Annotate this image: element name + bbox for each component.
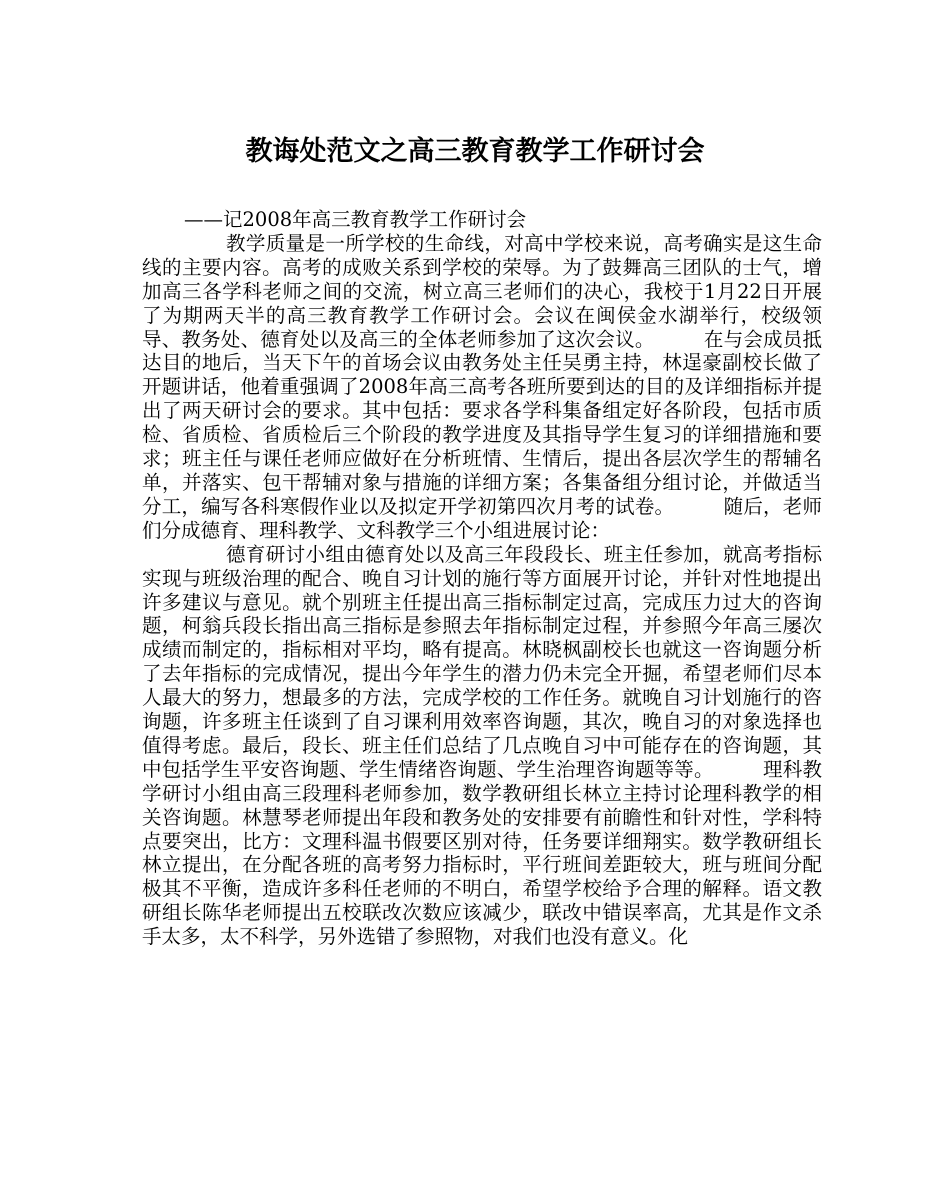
- paragraph: 教学质量是一所学校的生命线，对高中学校来说，高考确实是这生命线的主要内容。高考的成败关系到学校的荣辱。为了鼓舞高三团队的士气，增加高三各学科老师之间的交流，树立高三老师们的决心，我校于1月22日开展了为期两天半的高三教育教学工作研讨会。会议在闽侯金水湖举行，校级领导、教务处、德育处以及高三的全体老师参加了这次会议。 在与会成员抵达目的地后，当天下午的首场会议由教务处主任吴勇主持，林逞豪副校长做了开题讲话，他着重强调了2008年高三高考各班所要到达的目的及详细指标并提出了两天研讨会的要求。其中包括：要求各学科集备组定好各阶段，包括市质检、省质检、省质检后三个阶段的教学进度及其指导学生复习的详细措施和要求；班主任与课任老师应做好在分析班情、生情后，提出各层次学生的帮辅名单，并落实、包干帮辅对象与措施的详细方案；各集备组分组讨论，并做适当分工，编写各科寒假作业以及拟定开学初第四次月考的试卷。 随后，老师们分成德育、理科教学、文科教学三个小组进展讨论：: [142, 231, 822, 542]
- paragraph: 德育研讨小组由德育处以及高三年段段长、班主任参加，就高考指标实现与班级治理的配合、晚自习计划的施行等方面展开讨论，并针对性地提出许多建议与意见。就个别班主任提出高三指标制定过高，完成压力过大的咨询题，柯翁兵段长指出高三指标是参照去年指标制定过程，并参照今年高三屡次成绩而制定的，指标相对平均，略有提高。林晓枫副校长也就这一咨询题分析了去年指标的完成情况，提出今年学生的潜力仍未完全开掘，希望老师们尽本人最大的努力，想最多的方法，完成学校的工作任务。就晚自习计划施行的咨询题，许多班主任谈到了自习课利用效率咨询题，其次，晚自习的对象选择也值得考虑。最后，段长、班主任们总结了几点晚自习中可能存在的咨询题，其中包括学生平安咨询题、学生情绪咨询题、学生治理咨询题等等。 理科教学研讨小组由高三段理科老师参加，数学教研组长林立主持讨论理科教学的相关咨询题。林慧琴老师提出年段和教务处的安排要有前瞻性和针对性，学科特点要突出，比方：文理科温书假要区别对待，任务要详细翔实。数学教研组长林立提出，在分配各班的高考努力指标时，平行班间差距较大，班与班间分配极其不平衡，造成许多科任老师的不明白，希望学校给予合理的解释。语文教研组长陈华老师提出五校联改次数应该减少，联改中错误率高，尤其是作文杀手太多，太不科学，另外选错了参照物，对我们也没有意义。化: [142, 542, 822, 949]
- document-title: 教诲处范文之高三教育教学工作研讨会: [245, 136, 705, 167]
- document-body: [142, 208, 822, 949]
- document-subtitle: ——记2008年高三教育教学工作研讨会: [184, 208, 527, 231]
